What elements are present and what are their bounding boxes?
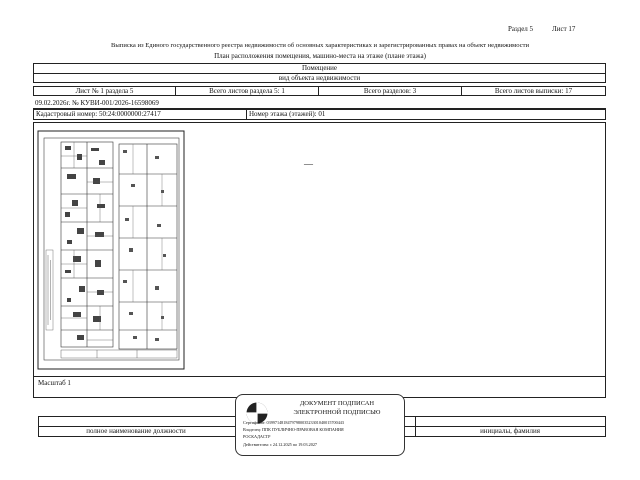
object-name: Помещение bbox=[301, 64, 338, 72]
sheets-in-extract: Всего листов выписки: 17 bbox=[494, 87, 573, 95]
stamp-certificate: Сертификат: 0399714818479798003523301040015700443 bbox=[243, 420, 344, 425]
stamp-validity: Действителен: с 24.12.2025 по 19.03.2027 bbox=[243, 442, 318, 447]
section-label: Раздел 5 bbox=[508, 25, 534, 33]
stamp-owner-2: РОСКАДАСТР bbox=[243, 434, 271, 439]
scale-divider bbox=[33, 376, 606, 377]
e-signature-stamp bbox=[235, 394, 405, 456]
date-number: 09.02.2026г. № КУВИ-001/2026-16598069 bbox=[35, 99, 159, 107]
stamp-title-2: ЭЛЕКТРОННОЙ ПОДПИСЬЮ bbox=[293, 409, 381, 416]
sheet-label: Лист 17 bbox=[552, 25, 576, 33]
plan-dash: — bbox=[304, 159, 313, 169]
footer-right-border bbox=[605, 416, 606, 437]
plan-title: План расположения помещения, машино-места на этаже (плане этажа) bbox=[214, 52, 426, 60]
cadastral-cell bbox=[33, 109, 247, 120]
sheet-no-cell bbox=[33, 86, 176, 96]
sheets-section-cell bbox=[175, 86, 319, 96]
floor-cell bbox=[246, 109, 606, 120]
document-title: Выписка из Единого государственного реестра недвижимости об основных характеристиках и зарегистрированных правах на объект недвижимости bbox=[110, 42, 530, 49]
scale-label: Масштаб 1 bbox=[38, 379, 71, 387]
stamp-owner: Владелец: ППК ПУБЛИЧНО-ПРАВОВАЯ КОМПАНИЯ bbox=[243, 427, 344, 432]
floor-plan-image bbox=[37, 130, 185, 370]
object-kind-label: вид объекта недвижимости bbox=[278, 74, 361, 82]
sections-cell bbox=[318, 86, 462, 96]
object-kind-cell bbox=[33, 73, 606, 83]
sheets-in-section: Всего листов раздела 5: 1 bbox=[209, 87, 285, 95]
total-sections: Всего разделов: 3 bbox=[363, 87, 417, 95]
cadastral-number: Кадастровый номер: 50:24:0000000:27417 bbox=[36, 110, 161, 118]
sheets-extract-cell bbox=[461, 86, 606, 96]
date-number-cell bbox=[33, 99, 606, 109]
sheet-no: Лист № 1 раздела 5 bbox=[75, 87, 134, 95]
floor-number: Номер этажа (этажей): 01 bbox=[249, 110, 326, 118]
position-label: полное наименование должности bbox=[86, 427, 186, 435]
initials-label: инициалы, фамилия bbox=[480, 427, 540, 435]
stamp-title-1: ДОКУМЕНТ ПОДПИСАН bbox=[299, 400, 375, 407]
